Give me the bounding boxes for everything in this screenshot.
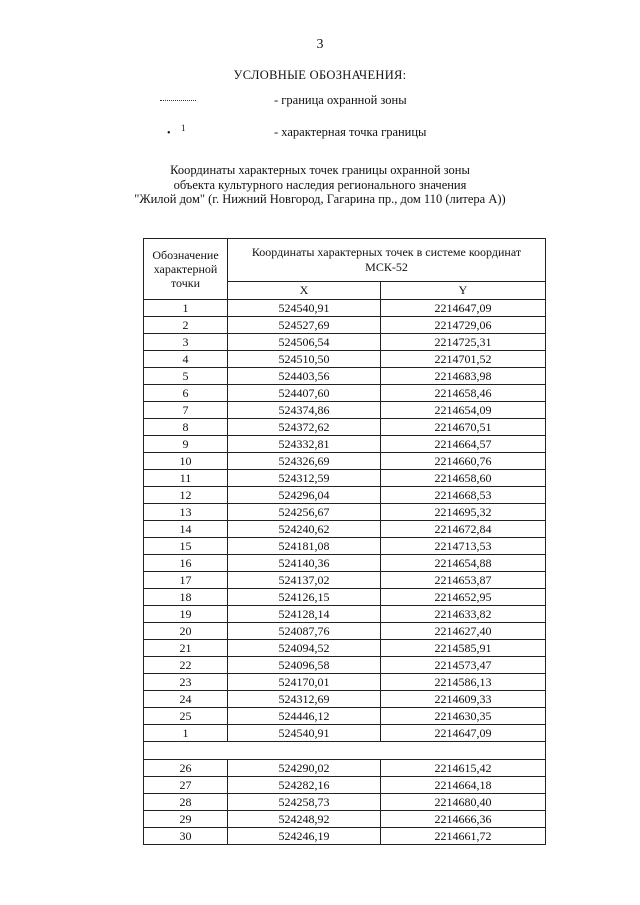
cell-x: 524246,19 (228, 828, 381, 845)
cell-y: 2214680,40 (381, 794, 546, 811)
cell-point-number: 28 (144, 794, 228, 811)
table-row (144, 708, 546, 725)
cell-point-number: 13 (144, 504, 228, 521)
cell-point-number: 17 (144, 572, 228, 589)
table-row (144, 794, 546, 811)
table-row (144, 623, 546, 640)
cell-point-number: 3 (144, 334, 228, 351)
cell-x: 524312,69 (228, 691, 381, 708)
cell-x: 524256,67 (228, 504, 381, 521)
table-gap-row (144, 742, 546, 760)
cell-y: 2214647,09 (381, 725, 546, 742)
cell-point-number: 22 (144, 657, 228, 674)
cell-point-number: 7 (144, 402, 228, 419)
cell-y: 2214670,51 (381, 419, 546, 436)
cell-x: 524296,04 (228, 487, 381, 504)
cell-x: 524407,60 (228, 385, 381, 402)
cell-y: 2214664,57 (381, 436, 546, 453)
cell-x: 524446,12 (228, 708, 381, 725)
cell-point-number: 27 (144, 777, 228, 794)
cell-point-number: 11 (144, 470, 228, 487)
header-y: Y (381, 282, 546, 300)
cell-x: 524527,69 (228, 317, 381, 334)
table-row (144, 385, 546, 402)
cell-x: 524248,92 (228, 811, 381, 828)
table-row (144, 453, 546, 470)
cell-y: 2214660,76 (381, 453, 546, 470)
cell-y: 2214615,42 (381, 760, 546, 777)
cell-y: 2214661,72 (381, 828, 546, 845)
cell-point-number: 20 (144, 623, 228, 640)
coordinates-table (143, 238, 546, 845)
table-row (144, 487, 546, 504)
cell-x: 524374,86 (228, 402, 381, 419)
legend-item-text: - граница охранной зоны (274, 93, 407, 107)
cell-y: 2214573,47 (381, 657, 546, 674)
header-point: Обозначение характерной точки (144, 239, 228, 300)
cell-x: 524282,16 (228, 777, 381, 794)
cell-point-number: 23 (144, 674, 228, 691)
cell-y: 2214652,95 (381, 589, 546, 606)
cell-x: 524326,69 (228, 453, 381, 470)
cell-point-number: 25 (144, 708, 228, 725)
point-marker-label: 1 (181, 123, 186, 133)
cell-y: 2214630,35 (381, 708, 546, 725)
cell-point-number: 18 (144, 589, 228, 606)
cell-x: 524137,02 (228, 572, 381, 589)
cell-y: 2214666,36 (381, 811, 546, 828)
cell-y: 2214664,18 (381, 777, 546, 794)
cell-y: 2214695,32 (381, 504, 546, 521)
cell-x: 524258,73 (228, 794, 381, 811)
cell-y: 2214701,52 (381, 351, 546, 368)
cell-point-number: 30 (144, 828, 228, 845)
cell-point-number: 1 (144, 725, 228, 742)
cell-x: 524087,76 (228, 623, 381, 640)
dotted-line-icon (160, 100, 196, 101)
cell-y: 2214658,60 (381, 470, 546, 487)
cell-x: 524540,91 (228, 725, 381, 742)
cell-x: 524170,01 (228, 674, 381, 691)
cell-y: 2214725,31 (381, 334, 546, 351)
cell-x: 524312,59 (228, 470, 381, 487)
cell-point-number: 14 (144, 521, 228, 538)
table-row (144, 521, 546, 538)
table-caption (0, 163, 640, 207)
table-row (144, 419, 546, 436)
legend-item-point (0, 125, 640, 141)
cell-y: 2214647,09 (381, 300, 546, 317)
table-row (144, 504, 546, 521)
cell-point-number: 9 (144, 436, 228, 453)
table-row (144, 674, 546, 691)
table-row (144, 589, 546, 606)
cell-point-number: 12 (144, 487, 228, 504)
point-marker-icon (167, 123, 197, 137)
table-row (144, 691, 546, 708)
table-gap (144, 742, 546, 760)
cell-y: 2214658,46 (381, 385, 546, 402)
legend-title: УСЛОВНЫЕ ОБОЗНАЧЕНИЯ: (233, 68, 407, 82)
cell-y: 2214633,82 (381, 606, 546, 623)
cell-x: 524403,56 (228, 368, 381, 385)
cell-point-number: 19 (144, 606, 228, 623)
cell-x: 524510,50 (228, 351, 381, 368)
table-row (144, 368, 546, 385)
table-row (144, 572, 546, 589)
table-row (144, 657, 546, 674)
page-number: 3 (316, 37, 324, 52)
cell-y: 2214586,13 (381, 674, 546, 691)
cell-x: 524094,52 (228, 640, 381, 657)
cell-x: 524096,58 (228, 657, 381, 674)
cell-point-number: 1 (144, 300, 228, 317)
cell-point-number: 8 (144, 419, 228, 436)
table-row (144, 828, 546, 845)
cell-y: 2214683,98 (381, 368, 546, 385)
cell-x: 524290,02 (228, 760, 381, 777)
cell-point-number: 15 (144, 538, 228, 555)
cell-point-number: 21 (144, 640, 228, 657)
table-body-group2 (144, 760, 546, 845)
caption-line: "Жилой дом" (г. Нижний Новгород, Гагарина пр., дом 110 (литера А)) (134, 192, 506, 206)
cell-y: 2214654,88 (381, 555, 546, 572)
gap-cell (144, 742, 546, 760)
cell-x: 524372,62 (228, 419, 381, 436)
cell-x: 524506,54 (228, 334, 381, 351)
cell-x: 524332,81 (228, 436, 381, 453)
header-x: X (228, 282, 381, 300)
caption-line: Координаты характерных точек границы охранной зоны (170, 163, 470, 177)
table-row (144, 436, 546, 453)
dot-icon: • (167, 128, 171, 139)
table-row (144, 811, 546, 828)
table-row (144, 555, 546, 572)
cell-point-number: 6 (144, 385, 228, 402)
cell-y: 2214672,84 (381, 521, 546, 538)
cell-point-number: 2 (144, 317, 228, 334)
table-row (144, 300, 546, 317)
table-row (144, 777, 546, 794)
cell-x: 524126,15 (228, 589, 381, 606)
cell-y: 2214654,09 (381, 402, 546, 419)
table-body-group1 (144, 300, 546, 742)
table-row (144, 725, 546, 742)
table-row (144, 640, 546, 657)
cell-point-number: 29 (144, 811, 228, 828)
table-row (144, 538, 546, 555)
table-row (144, 402, 546, 419)
table-row (144, 760, 546, 777)
cell-point-number: 5 (144, 368, 228, 385)
cell-point-number: 4 (144, 351, 228, 368)
table-row (144, 317, 546, 334)
cell-y: 2214668,53 (381, 487, 546, 504)
legend-item-boundary (0, 93, 640, 109)
table-row (144, 334, 546, 351)
table-row (144, 606, 546, 623)
cell-x: 524140,36 (228, 555, 381, 572)
table-row (144, 351, 546, 368)
cell-x: 524181,08 (228, 538, 381, 555)
cell-y: 2214653,87 (381, 572, 546, 589)
cell-point-number: 10 (144, 453, 228, 470)
cell-x: 524240,62 (228, 521, 381, 538)
table-row (144, 470, 546, 487)
cell-y: 2214585,91 (381, 640, 546, 657)
cell-y: 2214713,53 (381, 538, 546, 555)
legend-item-text: - характерная точка границы (274, 125, 427, 139)
cell-x: 524128,14 (228, 606, 381, 623)
cell-y: 2214609,33 (381, 691, 546, 708)
cell-x: 524540,91 (228, 300, 381, 317)
cell-point-number: 16 (144, 555, 228, 572)
cell-point-number: 24 (144, 691, 228, 708)
cell-y: 2214729,06 (381, 317, 546, 334)
cell-point-number: 26 (144, 760, 228, 777)
header-coordinates: Координаты характерных точек в системе координат МСК-52 (228, 239, 546, 282)
caption-line: объекта культурного наследия регионального значения (173, 177, 467, 192)
cell-y: 2214627,40 (381, 623, 546, 640)
